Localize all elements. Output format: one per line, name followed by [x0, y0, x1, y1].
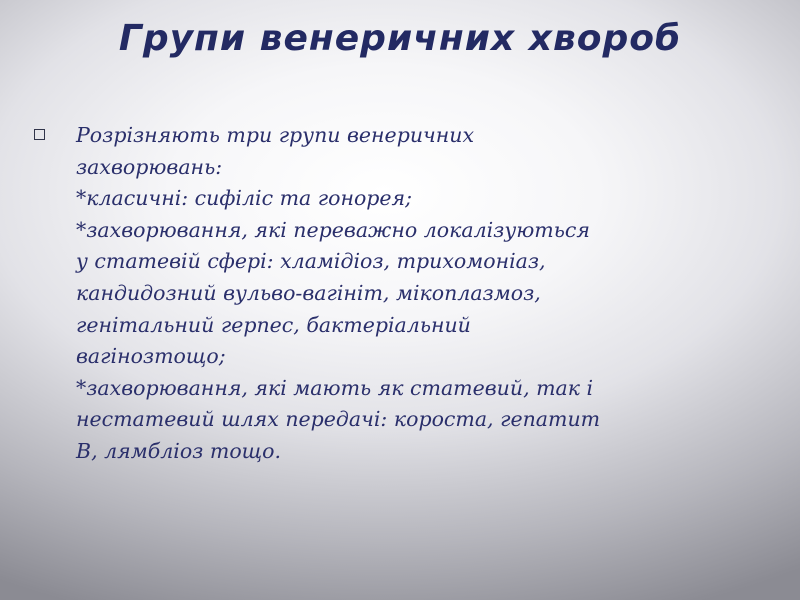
- hollow-square-bullet-icon: [34, 129, 45, 140]
- bullet-text: [76, 120, 774, 468]
- body-line: В, лямбліоз тощо.: [76, 438, 282, 463]
- body-line: у статевій сфері: хламідіоз, трихомоніаз,: [76, 249, 546, 274]
- body-line: вагінозтощо;: [76, 344, 226, 369]
- body-line: кандидозний вульво-вагініт, мікоплазмоз,: [76, 280, 541, 305]
- body-line: *класичні: сифіліс та гонорея;: [76, 186, 413, 211]
- bullet-item: [34, 120, 774, 468]
- body-line: *захворювання, які переважно локалізуються: [76, 217, 590, 242]
- body-line: захворювань:: [76, 154, 223, 179]
- body-line: Розрізняють три групи венеричних: [76, 123, 475, 147]
- body-line: нестатевий шлях передачі: короста, гепатит: [76, 407, 601, 432]
- body-line: *захворювання, які мають як статевий, так і: [76, 375, 594, 400]
- body-line: генітальний герпес, бактеріальний: [76, 312, 471, 337]
- slide-title: Групи венеричних хвороб: [118, 18, 682, 59]
